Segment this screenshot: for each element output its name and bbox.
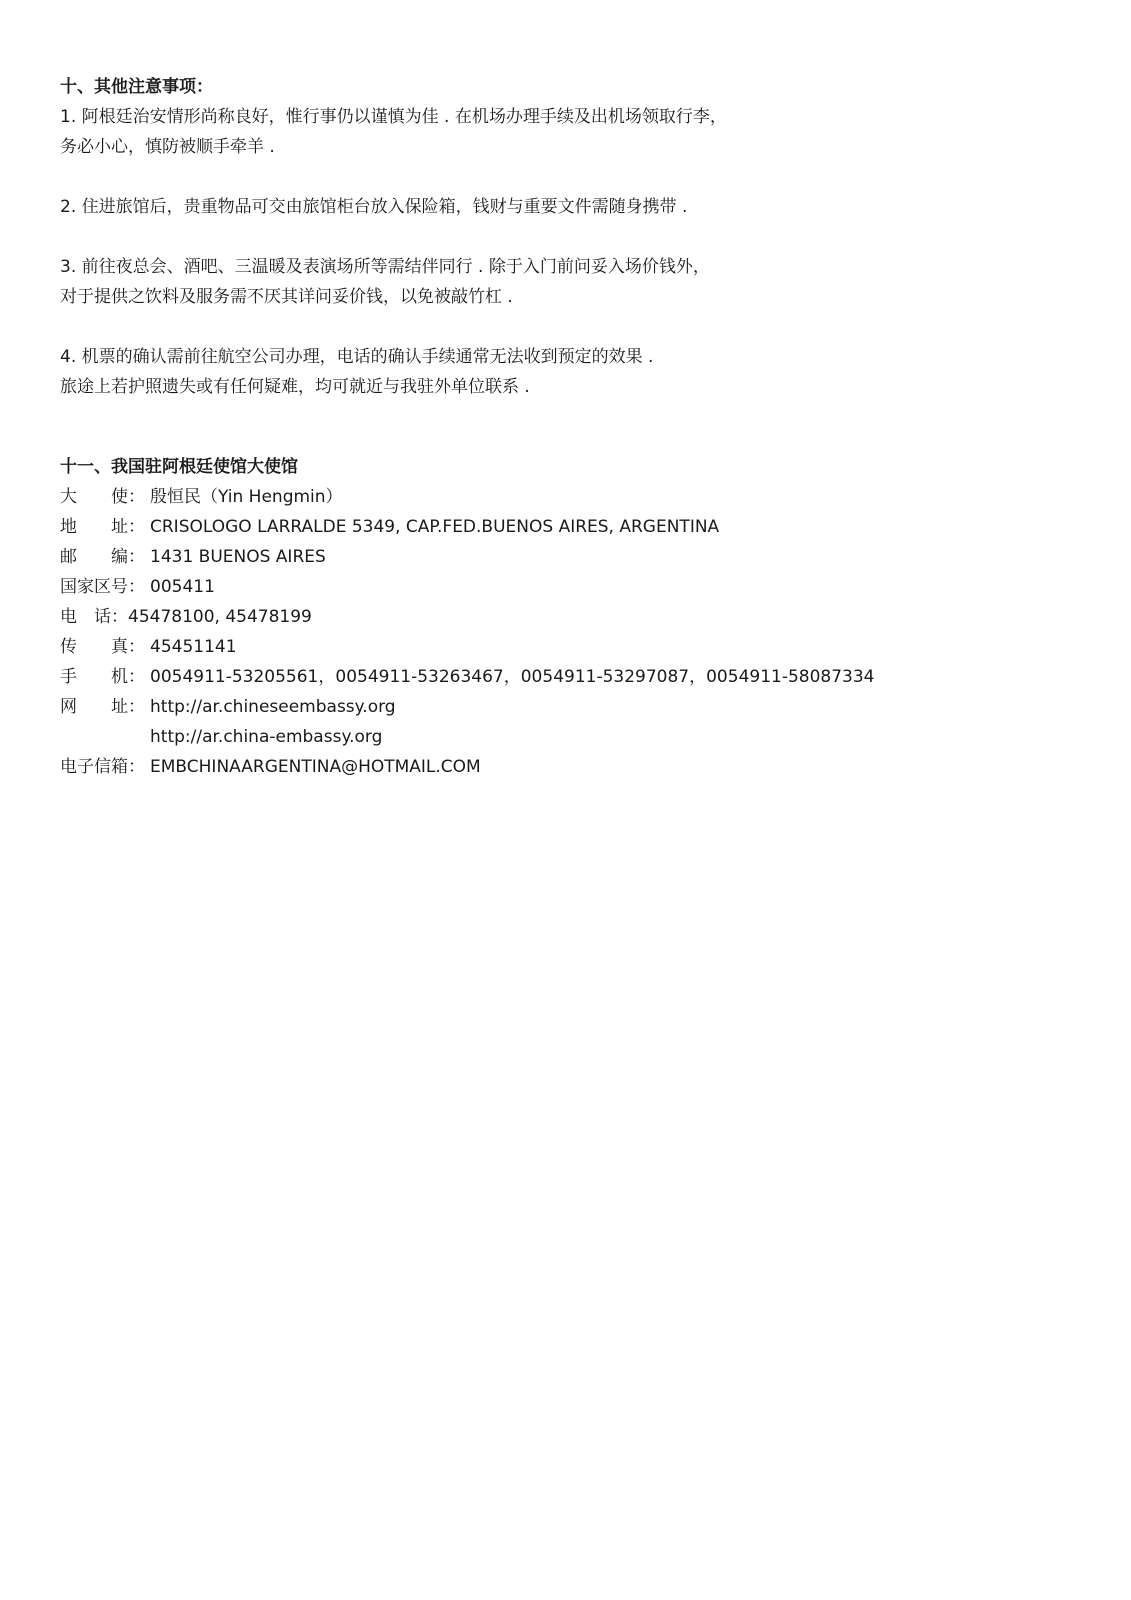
info-label: 网 址： [60, 697, 145, 717]
info-value: 45451141 [150, 637, 237, 657]
note-line: 务必小心，慎防被顺手牵羊 . [60, 137, 275, 157]
info-label: 传 真： [60, 637, 145, 657]
info-label: 电子信箱： [60, 757, 145, 777]
info-label: 手 机： [60, 667, 145, 687]
spacer [60, 162, 1091, 192]
note-item-3 [60, 252, 1091, 312]
note-item-1 [60, 102, 1091, 162]
info-row-address [60, 512, 1091, 542]
info-row-postcode [60, 542, 1091, 572]
note-item-4 [60, 342, 1091, 402]
note-line: 3. 前往夜总会、酒吧、三温暖及表演场所等需结伴同行 . 除于入门前问妥入场价钱外， [60, 257, 710, 277]
website-link[interactable]: http://ar.chineseembassy.org [150, 697, 396, 717]
info-row-mobile [60, 662, 1091, 692]
info-value: 殷恒民（Yin Hengmin） [150, 487, 343, 507]
info-label: 地 址： [60, 517, 145, 537]
info-row-website-alt [60, 722, 1091, 752]
info-row-country-code [60, 572, 1091, 602]
section-title: 十、其他注意事项： [60, 77, 213, 97]
info-label: 大 使： [60, 487, 145, 507]
section-other-notes [60, 72, 1091, 402]
info-row-email [60, 752, 1091, 782]
info-label: 国家区号： [60, 577, 145, 597]
note-item-2 [60, 192, 1091, 222]
note-line: 对于提供之饮料及服务需不厌其详问妥价钱，以免被敲竹杠 . [60, 287, 513, 307]
section-embassy-info [60, 452, 1091, 782]
info-row-ambassador [60, 482, 1091, 512]
note-line: 旅途上若护照遗失或有任何疑难，均可就近与我驻外单位联系 . [60, 377, 530, 397]
section-title: 十一、我国驻阿根廷使馆大使馆 [60, 457, 298, 477]
info-label: 电 话： [60, 607, 128, 627]
note-line: 1. 阿根廷治安情形尚称良好，惟行事仍以谨慎为佳 . 在机场办理手续及出机场领取行李， [60, 107, 727, 127]
spacer [60, 222, 1091, 252]
info-value: CRISOLOGO LARRALDE 5349, CAP.FED.BUENOS AIRES, ARGENTINA [150, 517, 720, 537]
spacer [60, 312, 1091, 342]
note-line: 4. 机票的确认需前往航空公司办理，电话的确认手续通常无法收到预定的效果 . [60, 347, 654, 367]
info-row-fax [60, 632, 1091, 662]
note-line: 2. 住进旅馆后，贵重物品可交由旅馆柜台放入保险箱，钱财与重要文件需随身携带 . [60, 197, 688, 217]
info-row-phone [60, 602, 1091, 632]
info-value: 0054911-53205561，0054911-53263467，0054911-53297087，0054911-58087334 [150, 667, 875, 687]
info-value: 005411 [150, 577, 215, 597]
website-link[interactable]: http://ar.china-embassy.org [150, 727, 383, 747]
info-row-website [60, 692, 1091, 722]
email-link[interactable]: EMBCHINAARGENTINA@HOTMAIL.COM [150, 757, 481, 777]
info-value: 1431 BUENOS AIRES [150, 547, 326, 567]
info-label: 邮 编： [60, 547, 145, 567]
info-value: 45478100, 45478199 [128, 607, 312, 627]
